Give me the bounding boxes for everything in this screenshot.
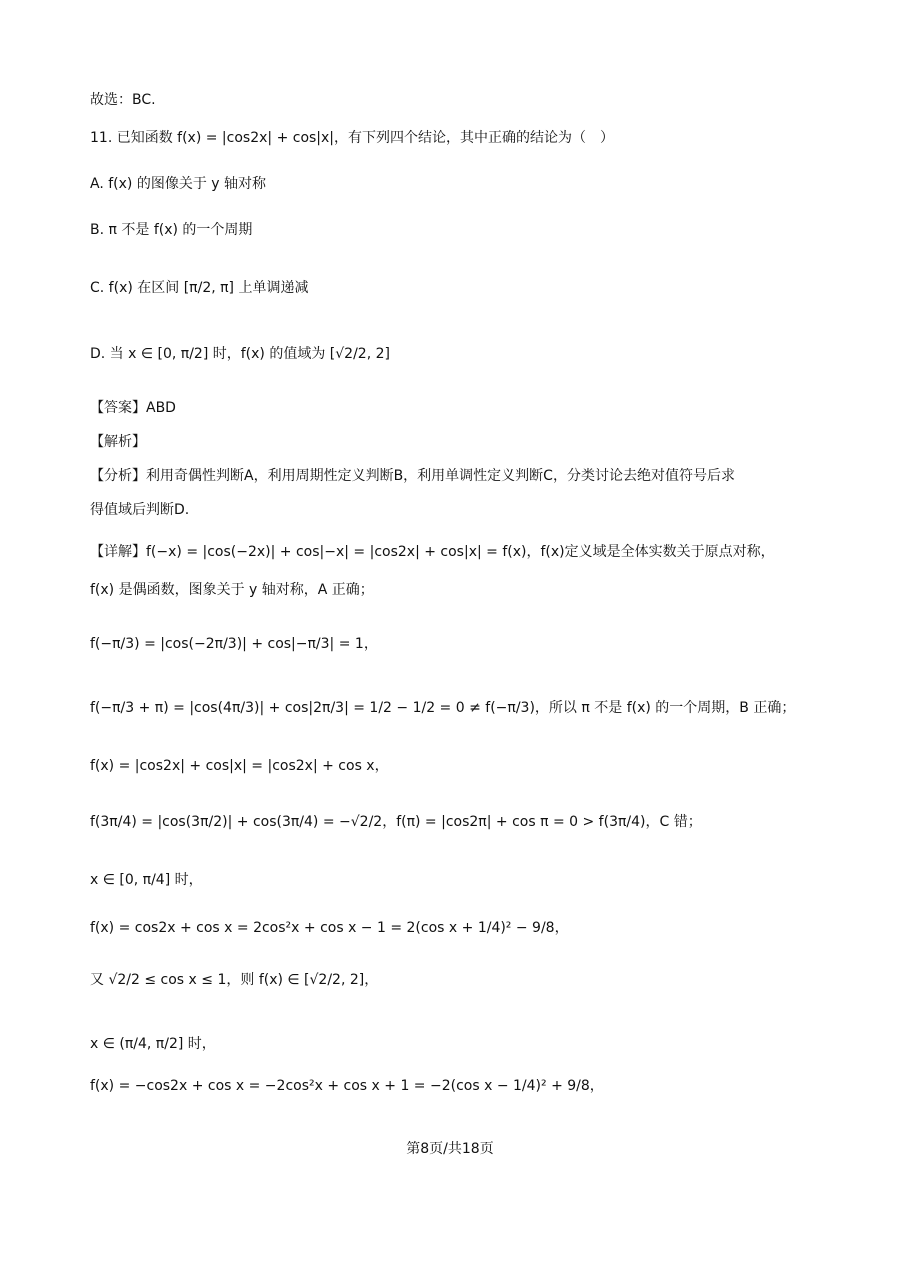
analysis-summary-line-2: 得值域后判断D. (90, 502, 190, 518)
answer-line: 【答案】ABD (90, 400, 176, 416)
equation-line-8: x ∈ (π/4, π/2] 时， (90, 1036, 216, 1052)
equation-line-9: f(x) = −cos2x + cos x = −2cos²x + cos x + 1 = −2(cos x − 1/4)² + 9/8， (90, 1078, 604, 1094)
equation-line-6: f(x) = cos2x + cos x = 2cos²x + cos x − 1 = 2(cos x + 1/4)² − 9/8， (90, 920, 569, 936)
option-b: B. π 不是 f(x) 的一个周期 (90, 222, 253, 238)
option-d: D. 当 x ∈ [0, π/2] 时，f(x) 的值域为 [√2/2, 2] (90, 346, 390, 362)
page-number-footer: 第8页/共18页 (406, 1141, 494, 1157)
equation-line-2: f(−π/3 + π) = |cos(4π/3)| + cos|2π/3| = 1/2 − 1/2 = 0 ≠ f(−π/3)，所以 π 不是 f(x) 的一个周期，B 正确； (90, 700, 796, 716)
analysis-summary-line-1: 【分析】利用奇偶性判断A，利用周期性定义判断B，利用单调性定义判断C，分类讨论去绝对值符号后求 (90, 468, 735, 484)
equation-line-7: 又 √2/2 ≤ cos x ≤ 1，则 f(x) ∈ [√2/2, 2]， (90, 972, 379, 988)
equation-line-4: f(3π/4) = |cos(3π/2)| + cos(3π/4) = −√2/2，f(π) = |cos2π| + cos π = 0 > f(3π/4)，C 错； (90, 814, 702, 830)
detail-line-2: f(x) 是偶函数，图象关于 y 轴对称，A 正确； (90, 582, 374, 598)
previous-answer-line: 故选：BC. (90, 92, 156, 108)
analysis-label: 【解析】 (90, 434, 146, 450)
detail-line-1: 【详解】f(−x) = |cos(−2x)| + cos|−x| = |cos2x| + cos|x| = f(x)，f(x)定义域是全体实数关于原点对称， (90, 544, 775, 560)
option-c: C. f(x) 在区间 [π/2, π] 上单调递减 (90, 280, 309, 296)
equation-line-1: f(−π/3) = |cos(−2π/3)| + cos|−π/3| = 1， (90, 636, 378, 652)
option-a: A. f(x) 的图像关于 y 轴对称 (90, 176, 267, 192)
question-11-stem: 11. 已知函数 f(x) = |cos2x| + cos|x|，有下列四个结论，其中正确的结论为（ ） (90, 130, 615, 146)
equation-line-3: f(x) = |cos2x| + cos|x| = |cos2x| + cos x， (90, 758, 389, 774)
equation-line-5: x ∈ [0, π/4] 时， (90, 872, 203, 888)
